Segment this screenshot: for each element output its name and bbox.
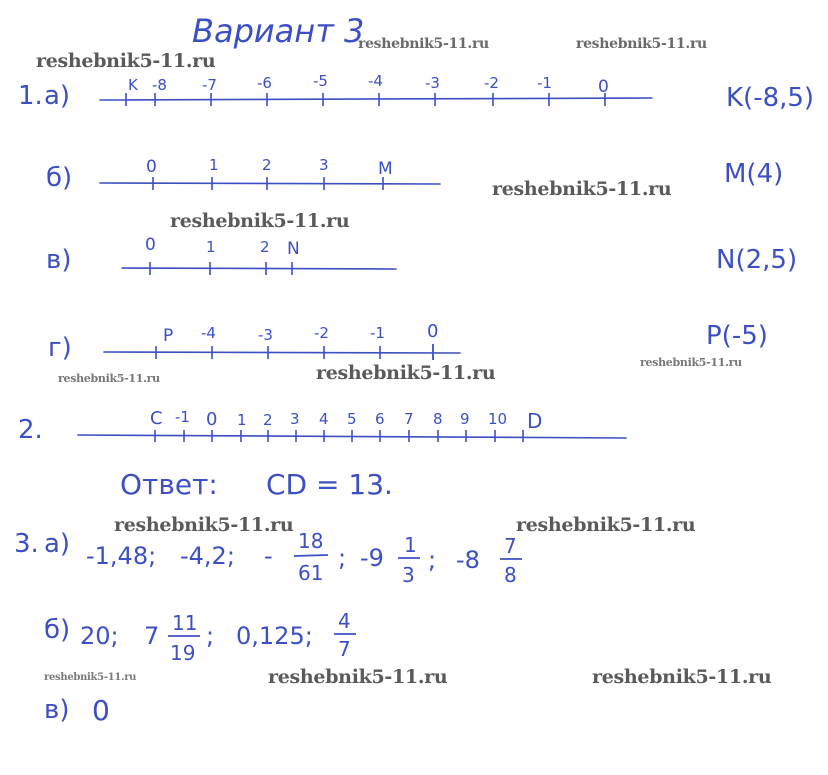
number-item: 20; [80,622,119,650]
denominator: 8 [504,563,517,587]
tick-label: 6 [375,410,385,428]
task3v-answer: 0 [92,694,110,727]
numerator: 11 [172,611,198,635]
task2-answer: CD = 13. [266,468,393,501]
tick-label: K [128,76,138,94]
tick-label: -2 [314,324,329,342]
watermark: reshebnik5-11.ru [592,666,772,688]
denominator: 7 [338,637,351,661]
tick-label: 0 [598,77,609,97]
fraction-bar [294,555,328,556]
tick-label: -1 [370,324,385,342]
tick-label: -5 [313,72,328,90]
task1g-label: г) [48,333,72,363]
numerator: 1 [404,533,417,557]
watermark: reshebnik5-11.ru [492,178,672,200]
numerator: 7 [504,534,517,558]
watermark: reshebnik5-11.ru [358,36,489,52]
task3b-label: б) [44,615,71,645]
tick-label: 3 [319,156,329,174]
task1a-answer: K(-8,5) [726,83,815,113]
tick-label: 7 [404,410,414,428]
task1-number: 1. [18,81,43,111]
fraction-1-3 [398,533,420,587]
tick-label: 2 [262,156,272,174]
numerator: 4 [338,609,351,633]
watermark: reshebnik5-11.ru [316,362,496,384]
tick-label: -1 [537,74,552,92]
page-title: Вариант 3 [192,12,365,50]
number-item: ; [428,546,437,574]
tick-label: 5 [347,410,357,428]
task1b-answer: M(4) [724,159,784,189]
fraction-18-61 [294,529,328,585]
task3a-numbers [86,529,522,587]
tick-label: -6 [257,74,272,92]
watermark: reshebnik5-11.ru [114,514,294,536]
watermark: reshebnik5-11.ru [58,372,160,385]
task1g-number-line [104,352,460,353]
tick-label: -8 [152,76,167,94]
tick-label: 1 [206,238,216,256]
number-item: 0,125; [236,622,313,650]
watermark: reshebnik5-11.ru [268,666,448,688]
denominator: 3 [402,563,415,587]
number-item: ; [206,622,215,650]
tick-label: -4 [368,72,383,90]
fraction-11-19 [168,611,200,665]
task1a-number-line [100,98,652,100]
number-item: -8 [456,546,480,574]
number-item: -9 [360,544,384,572]
tick-label: N [287,239,300,259]
task1v-tick-labels [145,235,300,259]
tick-label: M [378,159,393,179]
task1v-number-line [122,268,396,269]
tick-label: 3 [290,410,300,428]
tick-label: -2 [484,74,499,92]
watermark: reshebnik5-11.ru [44,672,137,683]
denominator: 61 [298,561,324,585]
watermark: reshebnik5-11.ru [170,210,350,232]
tick-label: 4 [319,410,329,428]
number-item: ; [338,544,347,572]
tick-label: -3 [258,326,273,344]
task1b-label: б) [46,163,73,193]
tick-label: 0 [427,321,439,342]
task1b-tick-labels [146,156,393,179]
task3b-numbers [80,609,356,665]
tick-label: -4 [201,324,216,342]
task1g-answer: P(-5) [706,321,768,351]
tick-label: 1 [209,156,219,174]
tick-label: 9 [460,410,470,428]
tick-label: 0 [146,157,157,177]
task3a-label: а) [44,529,71,559]
task1g-tick-labels [163,321,438,346]
watermark: reshebnik5-11.ru [640,356,742,369]
tick-label: -1 [175,408,190,426]
watermark: reshebnik5-11.ru [36,50,216,72]
task2-number: 2. [18,415,43,445]
tick-label: 0 [145,235,156,255]
tick-label: 10 [488,410,508,428]
tick-label: 0 [206,409,218,430]
denominator: 19 [170,641,196,665]
task3-number: 3. [14,529,39,559]
task2-answer-label: Ответ: [120,468,218,501]
task1v-label: в) [46,245,72,275]
number-item: 7 [144,622,160,650]
tick-label: P [163,326,174,346]
number-item: -4,2; [180,542,235,570]
number-item: -1,48; [86,542,157,570]
tick-label: C [150,408,163,429]
number-item: - [264,542,273,570]
tick-label: -7 [202,76,217,94]
tick-label: 2 [260,238,270,256]
watermark: reshebnik5-11.ru [516,514,696,536]
task2-tick-labels [150,408,542,433]
task1b-number-line [100,183,440,184]
tick-label: 8 [433,410,443,428]
task3v-label: в) [44,695,70,725]
tick-label: D [527,409,543,433]
tick-label: 2 [263,411,273,429]
numerator: 18 [298,529,324,553]
task1a-tick-labels [128,72,609,97]
fraction-7-8 [500,534,522,587]
fraction-4-7 [334,609,356,661]
task1v-answer: N(2,5) [716,245,798,275]
tick-label: -3 [425,74,440,92]
watermark: reshebnik5-11.ru [576,36,707,52]
task1a-label: а) [44,81,71,111]
tick-label: 1 [237,411,247,429]
